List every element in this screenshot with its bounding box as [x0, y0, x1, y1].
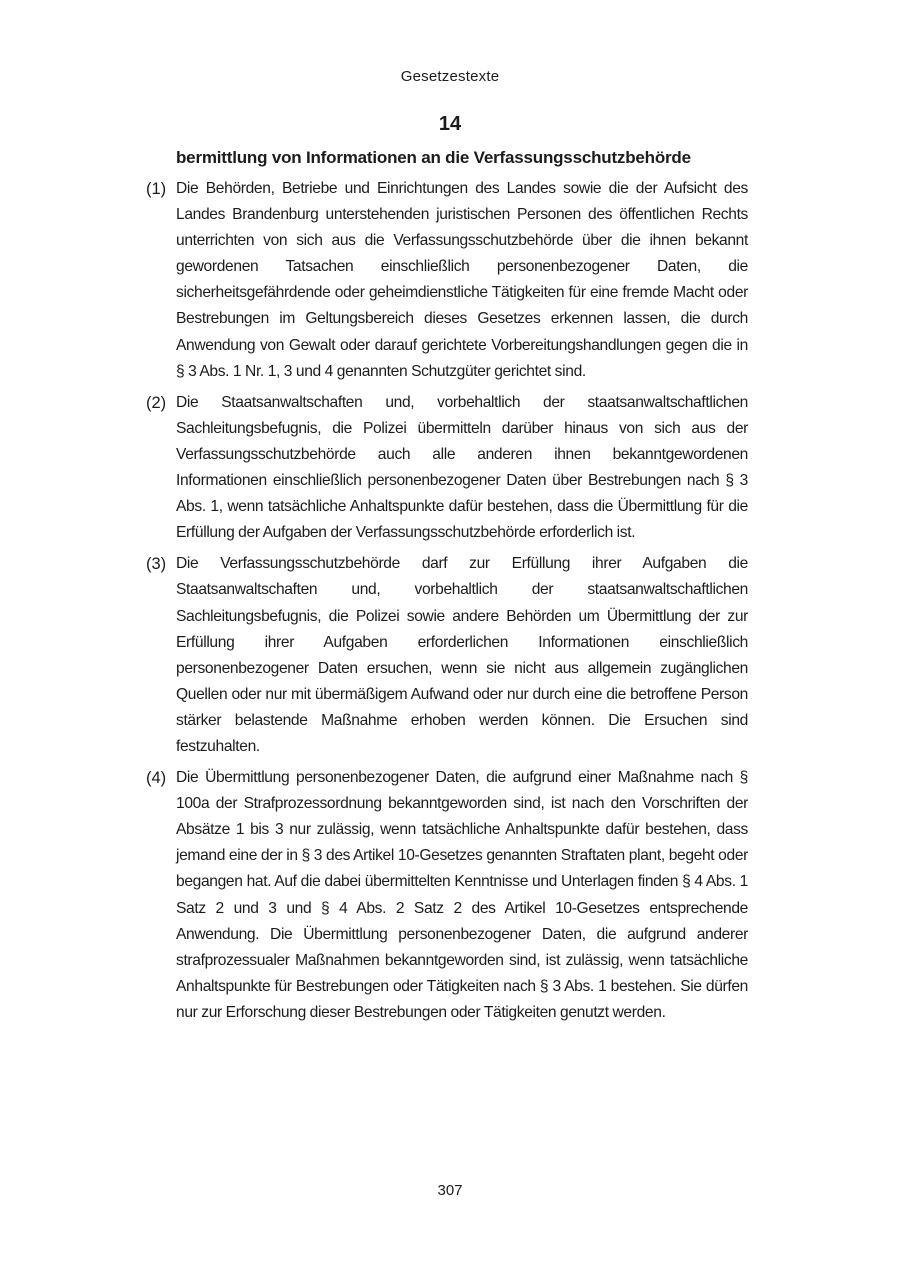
- paragraph-number: (3): [146, 555, 167, 574]
- paragraph-text: Die Übermittlung personenbezogener Daten, die aufgrund einer Maßnahme nach § 100a der Strafprozessordnung bekanntgeworden sind, ist nach den Vorschriften der Absätze 1 bis 3 nur zulässig, wenn tatsächliche Anhaltspunkte dafür bestehen, dass jemand eine der in § 3 des Artikel 10-Gesetzes genannten Straftaten plant, begeht oder begangen hat. Auf die dabei übermittelten Kenntnisse und Unterlagen finden § 4 Abs. 1 Satz 2 und 3 und § 4 Abs. 2 Satz 2 des Artikel 10-Gesetzes entsprechende Anwendung. Die Übermittlung personenbezogener Daten, die aufgrund anderer strafprozessualer Maßnahmen bekanntgeworden sind, ist zulässig, wenn tatsächliche Anhaltspunkte für Bestrebungen oder Tätigkeiten nach § 3 Abs. 1 bestehen. Sie dürfen nur zur Erforschung dieser Bestrebungen oder Tätigkeiten genutzt werden.: [176, 769, 748, 1021]
- paragraph-text: Die Staatsanwaltschaften und, vorbehaltlich der staatsanwaltschaftlichen Sachleitungsbefugnis, die Polizei übermitteln darüber hinaus von sich aus der Verfassungsschutzbehörde auch alle anderen ihnen bekanntgewordenen Informationen einschließlich personenbezogener Daten über Bestrebungen nach § 3 Abs. 1, wenn tatsächliche Anhaltspunkte dafür bestehen, dass die Übermittlung für die Erfüllung der Aufgaben der Verfassungsschutzbehörde erforderlich ist.: [176, 393, 748, 542]
- section-title: bermittlung von Informationen an die Verfassungsschutzbehörde: [176, 148, 691, 167]
- paragraph-2: [146, 390, 748, 547]
- paragraph-text: Die Verfassungsschutzbehörde darf zur Erfüllung ihrer Aufgaben die Staatsanwaltschaften und, vorbehaltlich der staatsanwaltschaftlichen Sachleitungsbefugnis, die Polizei sowie andere Behörden um Übermittlung der zur Erfüllung ihrer Aufgaben erforderlichen Informationen einschließlich personenbezogener Daten ersuchen, wenn sie nicht aus allgemein zugänglichen Quellen oder nur mit übermäßigem Aufwand oder nur durch eine die betroffene Person stärker belastende Maßnahme erhoben werden können. Die Ersuchen sind festzuhalten.: [176, 555, 748, 755]
- paragraph-4: [146, 765, 748, 1026]
- paragraph-list: [146, 176, 748, 1031]
- page-number: 307: [437, 1182, 463, 1199]
- paragraph-number: (1): [146, 180, 167, 198]
- paragraph-text: Die Behörden, Betriebe und Einrichtungen des Landes sowie die der Aufsicht des Landes Brandenburg unterstehenden juristischen Personen des öffentlichen Rechts unterrichten von sich aus die Verfassungsschutzbehörde über die ihnen bekannt gewordenen Tatsachen einschließlich personenbezogener Daten, die sicherheitsgefährdende oder geheimdienstliche Tätigkeiten für eine fremde Macht oder Bestrebungen im Geltungsbereich dieses Gesetzes erkennen lassen, die durch Anwendung von Gewalt oder darauf gerichtete Vorbereitungshandlungen gegen die in § 3 Abs. 1 Nr. 1, 3 und 4 genannten Schutzgüter gerichtet sind.: [176, 180, 748, 380]
- paragraph-3: [146, 551, 748, 760]
- running-header: Gesetzestexte: [400, 68, 500, 85]
- paragraph-number: (2): [146, 393, 167, 412]
- paragraph-number: (4): [146, 769, 167, 788]
- section-number: 14: [438, 113, 462, 135]
- paragraph-1: [146, 176, 748, 385]
